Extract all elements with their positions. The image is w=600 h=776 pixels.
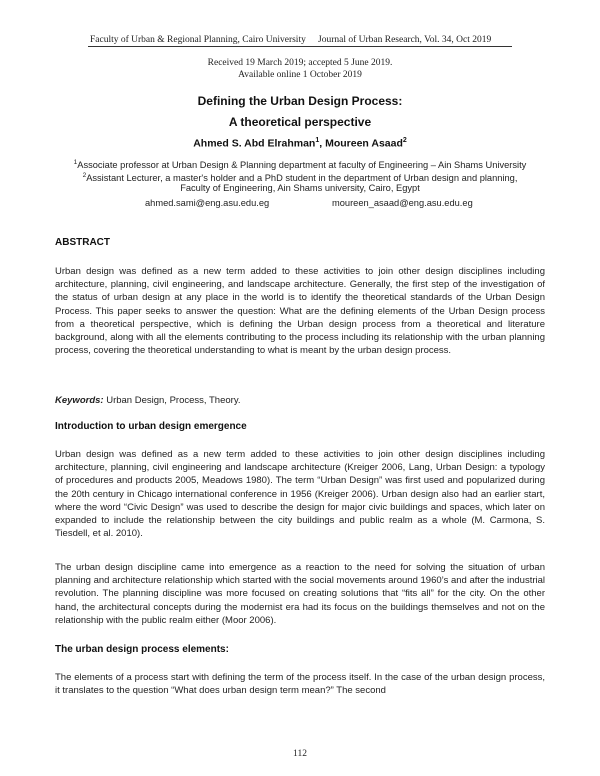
email-2[interactable]: moureen_asaad@eng.asu.edu.eg	[332, 198, 473, 208]
intro-paragraph-1: Urban design was defined as a new term added to these activities to join other design disciplines including architecture, planning, civil engineering and landscape architecture (Kreiger 2006, Lang, Urban Design: a typology of procedures and products 2005, Meadows 1980). The term “Urban Design” was first used and popularized during the 20th century in Chicago international conference in 1956 (Kreiger 2006). Urban design also had an earlier start, where the word “Civic Design” was used to describe the design for major civic buildings and spaces, which later on expanded to include the relationship between the city buildings and public realm as a whole (M. Carmona, S. Tiesdell, et al. 2010).	[55, 449, 545, 540]
affiliation-1-sup: 1	[73, 159, 78, 166]
keywords	[55, 395, 241, 406]
elements-heading: The urban design process elements:	[55, 644, 229, 655]
keywords-text: Urban Design, Process, Theory.	[103, 395, 241, 406]
page-number: 112	[293, 749, 307, 759]
elements-paragraph-1: The elements of a process start with defining the term of the process itself. In the case of the urban design process, it translates to the question “What does urban design term mean?” The second	[55, 672, 545, 697]
author-separator: ,	[319, 137, 326, 150]
author-2: Moureen Asaad	[325, 137, 403, 150]
online-date: Available online 1 October 2019	[238, 70, 362, 80]
abstract-text: Urban design was defined as a new term added to these activities to join other design disciplines including architecture, planning, civil engineering, and landscape architecture. Generally, the first step of the investigation of the status of urban design at any place in the world is to identify the theoretical standards of the Urban Design Process. This paper seeks to answer the question: What are the defining elements of the Urban Design process from a theoretical perspective, which is defining the Urban design process from a theoretical and literature background, along with all the elements contributing to the process including its relationship with the urban planning process, covering the theoretical understanding to what is meant by the urban design process.	[55, 266, 545, 357]
author-1: Ahmed S. Abd Elrahman	[193, 137, 316, 150]
author-2-sup: 2	[402, 137, 407, 144]
affiliation-2-text: Assistant Lecturer, a master's holder and a PhD student in the department of Urban design and planning,	[86, 173, 518, 184]
author-1-sup: 1	[315, 137, 320, 144]
intro-heading: Introduction to urban design emergence	[55, 421, 247, 432]
running-header-left: Faculty of Urban & Regional Planning, Cairo University	[90, 35, 306, 45]
running-header-right: Journal of Urban Research, Vol. 34, Oct 2019	[318, 35, 492, 45]
intro-paragraph-2: The urban design discipline came into emergence as a reaction to the need for solving the situation of urban planning and architecture relationship which started with the social movements around 1960’s and after the industrial revolution. The planning discipline was more focused on creating solutions that “fits all” for the city. On the other hand, the architectural concepts during the modernist era had its focus on the buildings themselves and not on the relationship with the public realm either (Moor 2006).	[55, 562, 545, 626]
affiliation-1-text: Associate professor at Urban Design & Planning department at faculty of Engineering – Ain Shams University	[77, 160, 527, 171]
keywords-label: Keywords:	[55, 395, 104, 406]
received-date: Received 19 March 2019; accepted 5 June 2019.	[207, 58, 393, 68]
affiliation-2-cont: Faculty of Engineering, Ain Shams university, Cairo, Egypt	[180, 183, 420, 193]
author-list	[0, 137, 600, 150]
header-rule	[88, 46, 512, 47]
affiliation-2-sup: 2	[82, 172, 87, 179]
email-1[interactable]: ahmed.sami@eng.asu.edu.eg	[145, 198, 270, 208]
paper-title-line1: Defining the Urban Design Process:	[197, 94, 403, 108]
abstract-heading: ABSTRACT	[55, 237, 110, 248]
paper-title-line2: A theoretical perspective	[228, 115, 372, 129]
